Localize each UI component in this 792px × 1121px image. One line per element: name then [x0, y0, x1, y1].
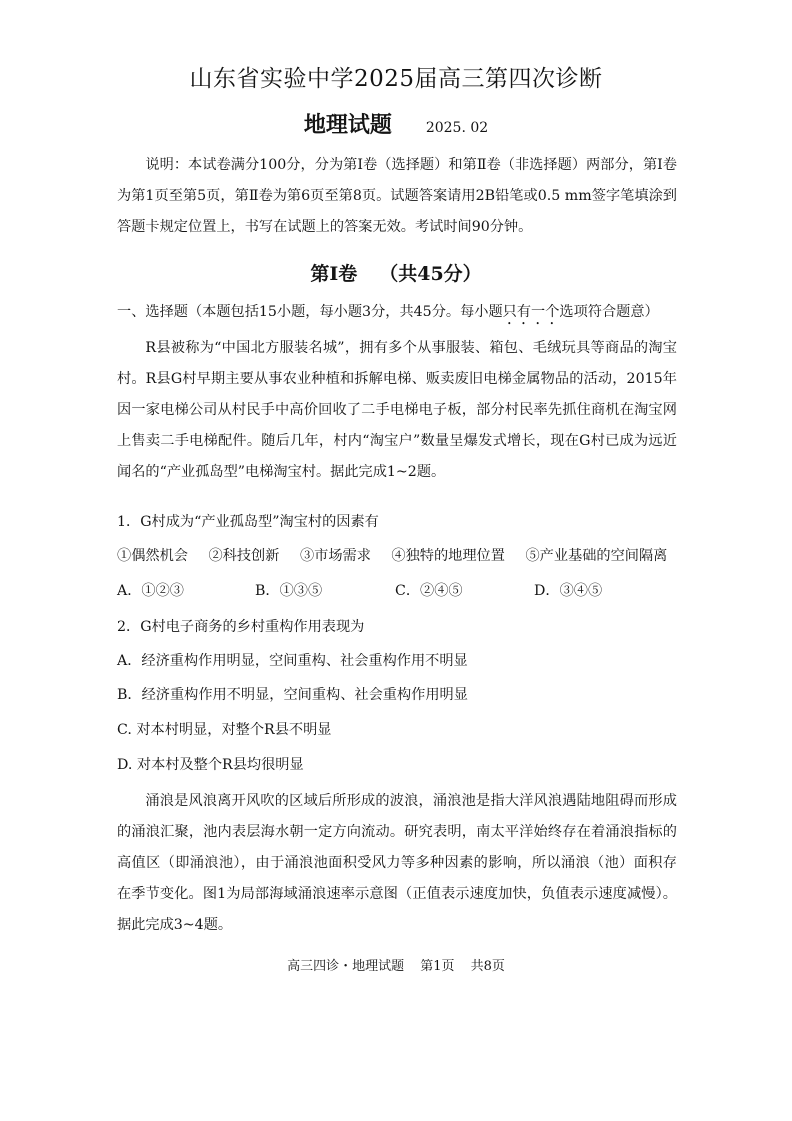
footer-exam: 高三四诊・地理试题 [287, 959, 405, 974]
exam-date: 2025. 02 [425, 120, 489, 136]
q1-option-c: C．②④⑤ [395, 583, 463, 599]
q2-option-b: B．经济重构作用不明显，空间重构、社会重构作用明显 [117, 687, 468, 703]
q2-option-a: A．经济重构作用明显，空间重构、社会重构作用不明显 [117, 653, 468, 669]
subject-row [0, 108, 792, 139]
section-title: 第Ⅰ卷 [310, 263, 358, 285]
passage-2: 涌浪是风浪离开风吹的区域后所形成的波浪，涌浪池是指大洋风浪遇陆地阻碍而形成的涌浪汇聚，池内表层海水朝一定方向流动。研究表明，南太平洋始终存在着涌浪指标的高值区（即涌浪池），由于涌浪池面积受风力等多种因素的影响，所以涌浪（池）面积存在季节变化。图1为局部海域涌浪速率示意图（正值表示速度加快，负值表示速度减慢）。据此完成3~4题。 [117, 793, 677, 933]
factor-item: ⑤产业基础的空间隔离 [525, 548, 668, 564]
footer-page: 第1页 [420, 959, 455, 974]
section-heading [0, 259, 792, 286]
instructions-paragraph: 说明：本试卷满分100分，分为第Ⅰ卷（选择题）和第Ⅱ卷（非选择题）两部分，第Ⅰ卷为第1页至第5页，第Ⅱ卷为第6页至第8页。试题答案请用2B铅笔或0.5 mm签字笔填涂到答题卡规定位置上，书写在试题上的答案无效。考试时间90分钟。 [117, 157, 677, 235]
exam-title: 山东省实验中学2025届高三第四次诊断 [189, 66, 603, 92]
q1-option-d: D．③④⑤ [534, 583, 603, 599]
factor-item: ①偶然机会 [117, 548, 188, 564]
page-footer [0, 955, 792, 974]
factor-item: ②科技创新 [208, 548, 280, 564]
q2-option-d: D. 对本村及整个R县均很明显 [117, 757, 304, 773]
question-1-factors [117, 545, 667, 565]
question-2-stem: 2．G村电子商务的乡村重构作用表现为 [117, 619, 365, 635]
part1-heading: 一、选择题（本题包括15小题，每小题3分，共45分。每小题只有一个选项符合题意） [117, 304, 659, 320]
section-score: （共45分） [379, 263, 482, 285]
question-1-stem: 1．G村成为“产业孤岛型”淘宝村的因素有 [117, 514, 379, 530]
factor-item: ③市场需求 [299, 548, 371, 564]
footer-total: 共8页 [470, 959, 505, 974]
q2-option-c: C. 对本村明显，对整个R县不明显 [117, 722, 332, 738]
q1-option-a: A．①②③ [117, 583, 184, 599]
passage-1: R县被称为“中国北方服装名城”，拥有多个从事服装、箱包、毛绒玩具等商品的淘宝村。R县G村早期主要从事农业种植和拆解电梯、贩卖废旧电梯金属物品的活动，2015年因一家电梯公司从村民手中高价回收了二手电梯电子板，部分村民率先抓住商机在淘宝网上售卖二手电梯配件。随后几年，村内“淘宝户”数量呈爆发式增长，现在G村已成为远近闻名的“产业孤岛型”电梯淘宝村。据此完成1~2题。 [117, 340, 677, 480]
emphasis-only-one: 只有一个 [502, 304, 560, 320]
subject-title: 地理试题 [303, 112, 392, 138]
factor-item: ④独特的地理位置 [391, 548, 505, 564]
q1-option-b: B．①③⑤ [255, 583, 323, 599]
